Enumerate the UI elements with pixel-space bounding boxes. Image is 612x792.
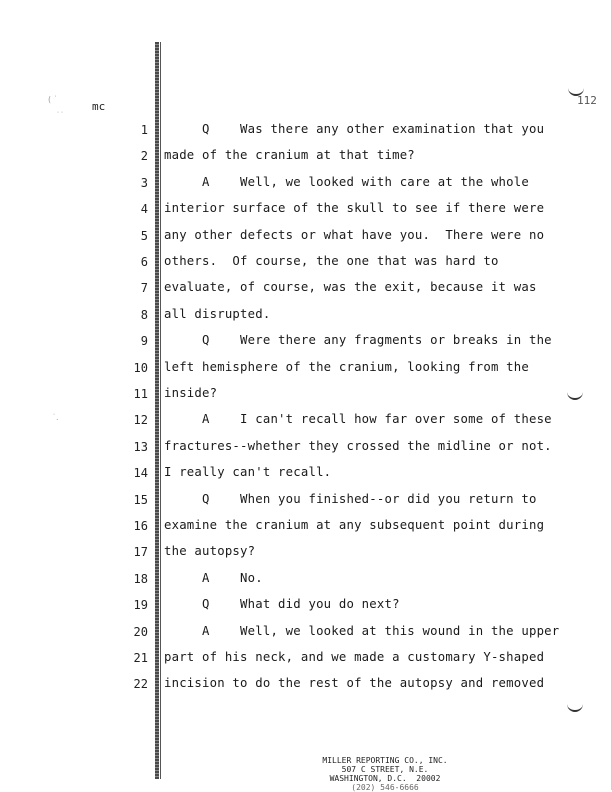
transcript-line: A Well, we looked with care at the whole xyxy=(164,175,529,189)
footer-company: MILLER REPORTING CO., INC. xyxy=(322,756,448,765)
transcript-line: I really can't recall. xyxy=(164,465,332,479)
line-number: 14 xyxy=(133,466,148,480)
transcript-line: Q What did you do next? xyxy=(164,597,400,611)
tick-mark xyxy=(567,702,583,712)
line-number: 7 xyxy=(140,281,148,295)
line-number: 8 xyxy=(140,308,148,322)
transcript-line: evaluate, of course, was the exit, because it was xyxy=(164,280,537,294)
transcript-line: part of his neck, and we made a customary Y-shaped xyxy=(164,650,545,664)
footer-city: WASHINGTON, D.C. 20002 xyxy=(329,774,441,783)
line-number: 20 xyxy=(133,625,148,639)
transcript-line: made of the cranium at that time? xyxy=(164,148,415,162)
line-number: 18 xyxy=(133,572,148,586)
line-number: 11 xyxy=(133,387,148,401)
transcript-line: examine the cranium at any subsequent point during xyxy=(164,518,545,532)
transcript-line: any other defects or what have you. There were no xyxy=(164,228,545,242)
transcript-line: A I can't recall how far over some of these xyxy=(164,412,552,426)
line-number: 10 xyxy=(133,361,148,375)
reporter-footer xyxy=(300,756,470,792)
line-number: 1 xyxy=(140,123,148,137)
transcript-line: A Well, we looked at this wound in the upper xyxy=(164,624,560,638)
transcript-line: all disrupted. xyxy=(164,307,271,321)
line-number: 15 xyxy=(133,493,148,507)
transcript-line: inside? xyxy=(164,386,218,400)
line-number: 5 xyxy=(140,229,148,243)
transcript-line: incision to do the rest of the autopsy and removed xyxy=(164,676,545,690)
transcript-line: Q When you finished--or did you return to xyxy=(164,492,537,506)
line-number: 2 xyxy=(140,149,148,163)
transcript-line: fractures--whether they crossed the midline or not. xyxy=(164,439,552,453)
footer-phone: (202) 546-6666 xyxy=(351,783,419,792)
page-number: 112 xyxy=(577,94,597,107)
line-number: 16 xyxy=(133,519,148,533)
line-number: 3 xyxy=(140,176,148,190)
transcript-line: others. Of course, the one that was hard to xyxy=(164,254,499,268)
scan-speckle: ˙. xyxy=(52,413,59,422)
transcript-line: interior surface of the skull to see if there were xyxy=(164,201,545,215)
line-number: 6 xyxy=(140,255,148,269)
line-number: 12 xyxy=(133,413,148,427)
left-margin-rule xyxy=(155,42,159,779)
line-number: 13 xyxy=(133,440,148,454)
left-margin-rule-inner xyxy=(160,42,161,779)
line-number: 4 xyxy=(140,202,148,216)
transcript-line: Q Was there any other examination that you xyxy=(164,122,545,136)
tick-mark xyxy=(567,390,583,400)
footer-street: 507 C STREET, N.E. xyxy=(341,765,429,774)
scan-speckle: ˙˙ xyxy=(56,111,64,120)
transcript-line: the autopsy? xyxy=(164,544,256,558)
line-number: 22 xyxy=(133,677,148,691)
transcript-line: A No. xyxy=(164,571,263,585)
line-number: 21 xyxy=(133,651,148,665)
transcript-line: left hemisphere of the cranium, looking from the xyxy=(164,360,529,374)
line-number: 9 xyxy=(140,334,148,348)
scan-speckle: ( ˙ xyxy=(48,95,58,104)
speaker-mark: mc xyxy=(92,100,106,113)
line-number: 19 xyxy=(133,598,148,612)
transcript-line: Q Were there any fragments or breaks in the xyxy=(164,333,552,347)
line-number: 17 xyxy=(133,545,148,559)
